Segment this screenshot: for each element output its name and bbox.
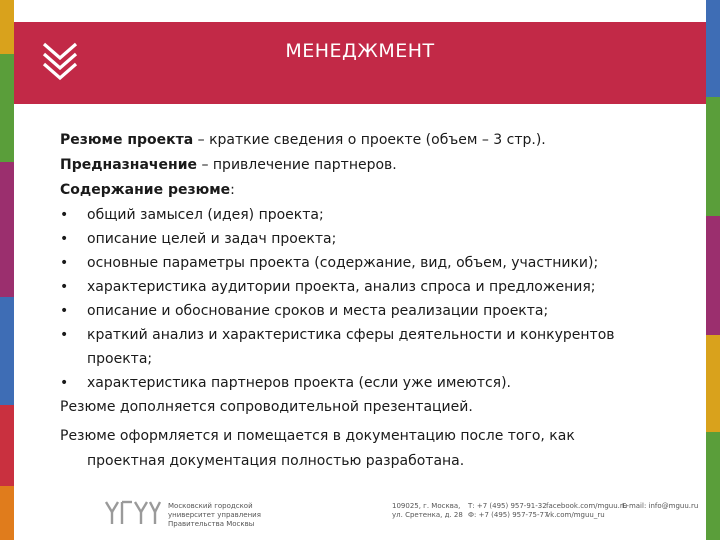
- list-item: • характеристика аудитории проекта, анализ спроса и предложения;: [60, 275, 680, 299]
- bullet-icon: •: [60, 279, 69, 295]
- list-item: • описание и обоснование сроков и места реализации проекта;: [60, 299, 680, 323]
- summary-note: Резюме дополняется сопроводительной презентацией.: [60, 399, 473, 415]
- list-item: • основные параметры проекта (содержание, вид, объем, участники);: [60, 251, 680, 275]
- footer-address: 109025, г. Москва, ул. Сретенка, д. 28: [392, 502, 463, 519]
- bullet-icon: •: [60, 231, 69, 247]
- list-item: • общий замысел (идея) проекта;: [60, 203, 680, 227]
- slide-content: [60, 128, 680, 474]
- footer-phones: Т: +7 (495) 957-91-32 Ф: +7 (495) 957-75-77: [468, 502, 549, 519]
- university-logo: [104, 498, 162, 526]
- purpose-definition: [60, 153, 680, 178]
- final-paragraph-second-line: проектная документация полностью разработана.: [87, 453, 465, 469]
- contents-list: [60, 203, 680, 395]
- bullet-icon: •: [60, 255, 69, 271]
- bullet-icon: •: [60, 303, 69, 319]
- summary-definition: [60, 128, 680, 153]
- final-paragraph-first-line: Резюме оформляется и помещается в документацию после того, как: [60, 428, 575, 444]
- contents-heading: [60, 178, 680, 203]
- term: Содержание резюме: [60, 182, 231, 198]
- header-bar: [14, 22, 706, 104]
- definition: – привлечение партнеров.: [197, 157, 397, 173]
- list-item: • характеристика партнеров проекта (если уже имеются).: [60, 371, 680, 395]
- term: Резюме проекта: [60, 132, 194, 148]
- bullet-icon: •: [60, 375, 69, 391]
- definition: :: [230, 182, 235, 198]
- term: Предназначение: [60, 157, 197, 173]
- page-title: МЕНЕДЖМЕНТ: [285, 40, 435, 62]
- bullet-icon: •: [60, 327, 69, 343]
- footer-email[interactable]: E-mail: info@mguu.ru: [622, 502, 699, 510]
- footer-org: Московский городской университет управления Правительства Москвы: [168, 502, 261, 528]
- list-item: • краткий анализ и характеристика сферы деятельности и конкурентов проекта;: [60, 323, 680, 371]
- footer: [104, 496, 704, 530]
- slide: [14, 0, 706, 540]
- bullet-icon: •: [60, 207, 69, 223]
- footer-social-links[interactable]: facebook.com/mguu.ru vk.com/mguu_ru: [546, 502, 628, 519]
- definition: – краткие сведения о проекте (объем – 3 стр.).: [193, 132, 546, 148]
- list-item: • описание целей и задач проекта;: [60, 227, 680, 251]
